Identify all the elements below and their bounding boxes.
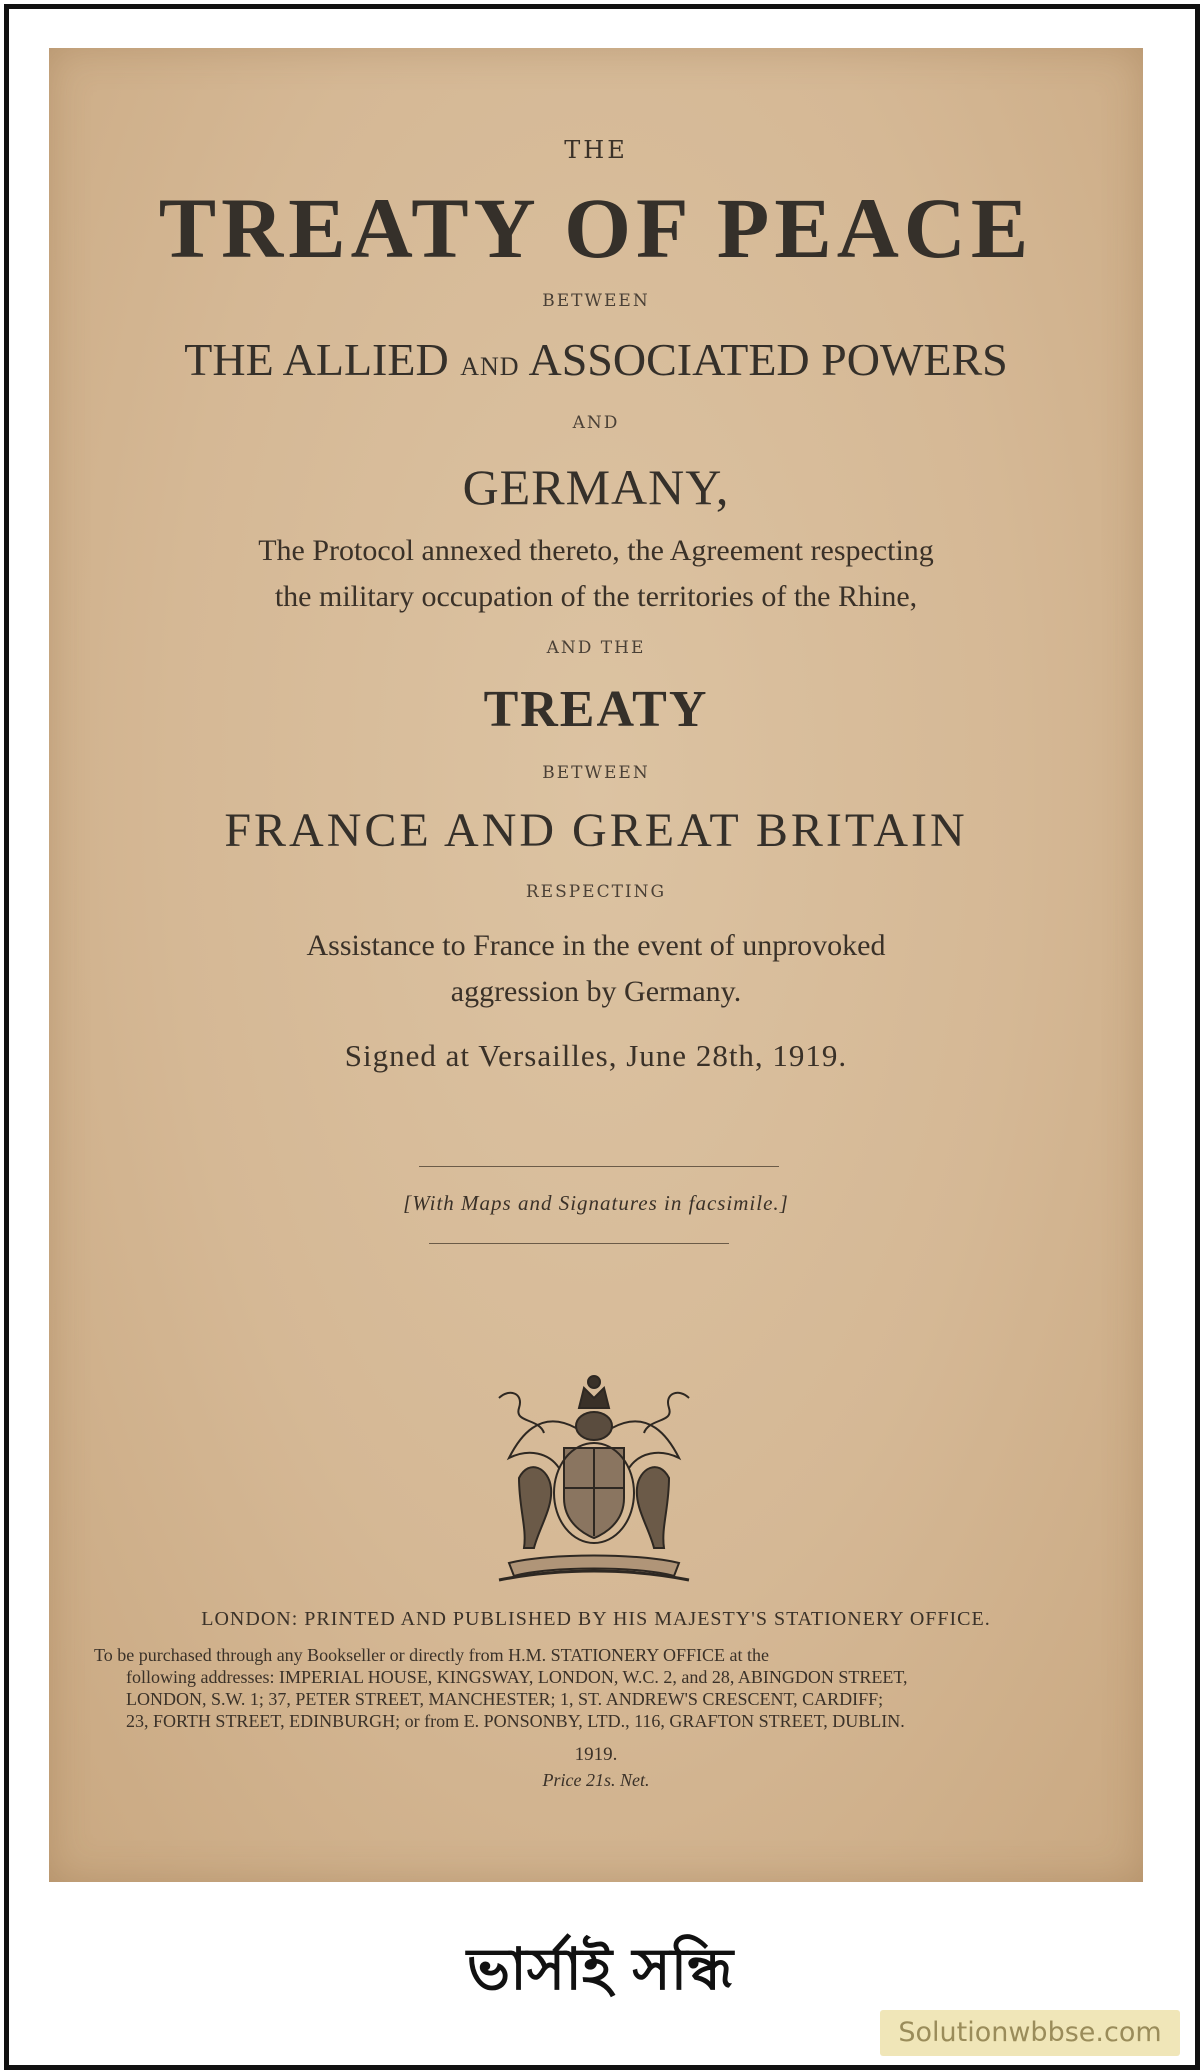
allied-and: AND [460, 352, 520, 381]
signed-line: Signed at Versailles, June 28th, 1919. [344, 1038, 848, 1073]
purchase-line-2: following addresses: IMPERIAL HOUSE, KINGSWAY, LONDON, W.C. 2, and 28, ABINGDON STREET, [126, 1667, 908, 1687]
title-the: THE [564, 136, 628, 164]
document-scan [49, 48, 1143, 1882]
site-watermark: Solutionwbbse.com [880, 2010, 1180, 2056]
protocol-text [49, 528, 1143, 620]
purchase-addresses [94, 1644, 1104, 1732]
assistance-line-1: Assistance to France in the event of unprovoked [306, 929, 886, 962]
price-line: Price 21s. Net. [542, 1770, 650, 1790]
germany-heading: GERMANY, [462, 459, 730, 515]
purchase-line-3: LONDON, S.W. 1; 37, PETER STREET, MANCHESTER; 1, ST. ANDREW'S CRESCENT, CARDIFF; [126, 1689, 884, 1709]
and-the-label: AND THE [546, 638, 646, 658]
bengali-caption: ভার্সাই সন্ধি [466, 1935, 734, 2003]
france-britain-heading: FRANCE AND GREAT BRITAIN [224, 804, 968, 857]
purchase-line-1: To be purchased through any Bookseller or directly from H.M. STATIONERY OFFICE at the [94, 1645, 770, 1665]
allied-part2: ASSOCIATED POWERS [528, 334, 1008, 385]
and-label: AND [572, 413, 620, 433]
publisher-line: LONDON: PRINTED AND PUBLISHED BY HIS MAJESTY'S STATIONERY OFFICE. [201, 1608, 991, 1630]
between-label-1: BETWEEN [542, 291, 650, 311]
purchase-line-4: 23, FORTH STREET, EDINBURGH; or from E. PONSONBY, LTD., 116, GRAFTON STREET, DUBLIN. [126, 1711, 905, 1731]
assistance-text [49, 923, 1143, 1015]
protocol-line-2: the military occupation of the territories of the Rhine, [274, 580, 918, 613]
allied-powers-line [49, 333, 1143, 386]
publication-year: 1919. [574, 1744, 618, 1765]
coat-of-arms-icon [479, 1368, 709, 1588]
assistance-line-2: aggression by Germany. [450, 975, 742, 1008]
protocol-line-1: The Protocol annexed thereto, the Agreement respecting [258, 534, 934, 567]
between-label-2: BETWEEN [542, 763, 650, 783]
treaty-heading: TREATY [483, 681, 709, 738]
maps-note: [With Maps and Signatures in facsimile.] [403, 1191, 789, 1215]
divider-bottom [429, 1243, 729, 1244]
respecting-label: RESPECTING [525, 882, 667, 902]
main-title: TREATY OF PEACE [158, 180, 1034, 276]
divider-top [419, 1166, 779, 1167]
allied-part1: THE ALLIED [184, 334, 449, 385]
